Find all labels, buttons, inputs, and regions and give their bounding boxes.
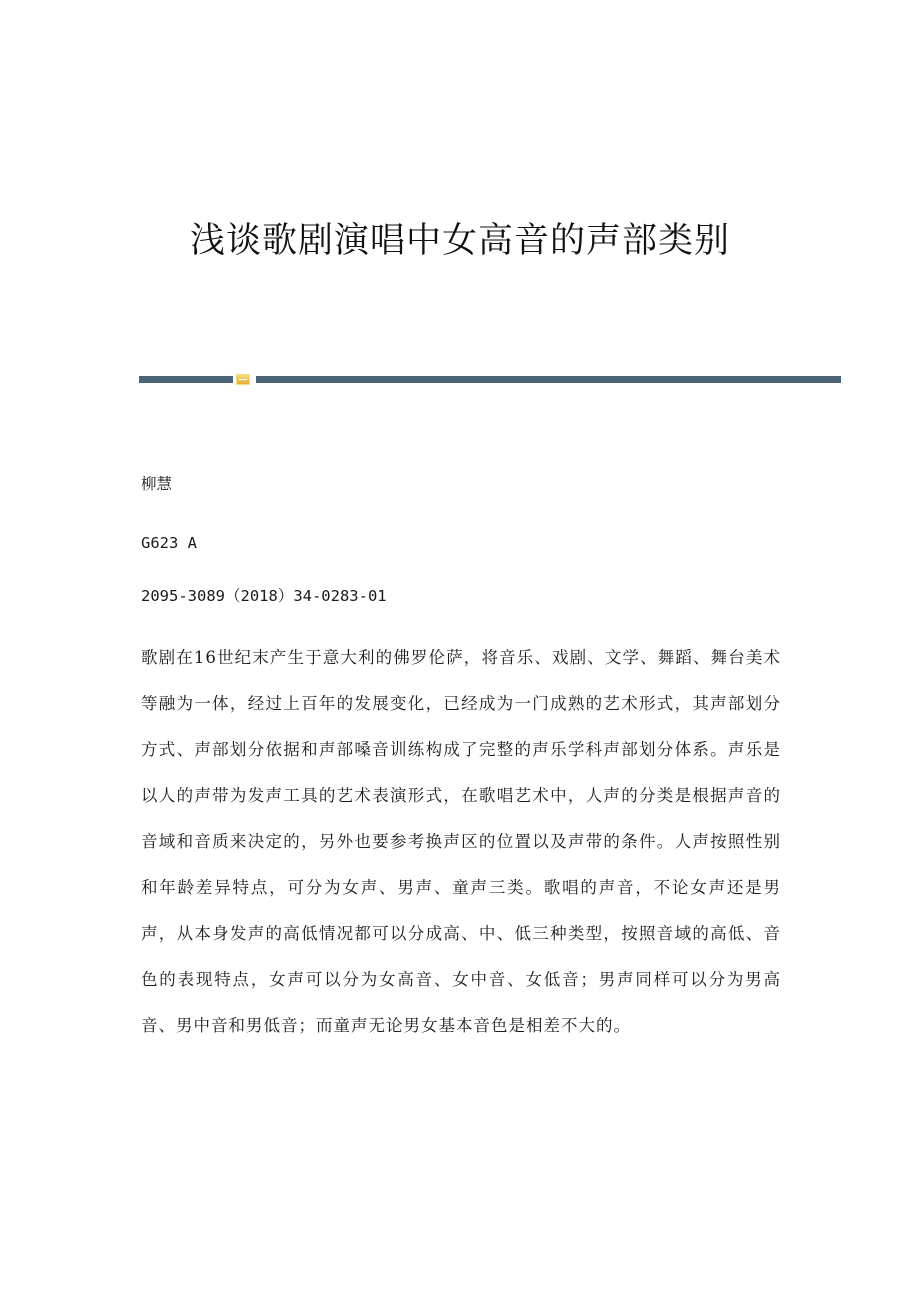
title-divider bbox=[139, 373, 841, 385]
issn-issue: 2095-3089（2018）34-0283-01 bbox=[141, 587, 387, 605]
author-name: 柳慧 bbox=[141, 475, 173, 493]
divider-bar-left bbox=[139, 376, 233, 383]
document-title: 浅谈歌剧演唱中女高音的声部类别 bbox=[189, 221, 730, 261]
classification-code: G623 A bbox=[141, 534, 197, 552]
marker-icon bbox=[236, 374, 250, 385]
body-paragraph: 歌剧在16世纪末产生于意大利的佛罗伦萨，将音乐、戏剧、文学、舞蹈、舞台美术等融为一体，经过上百年的发展变化，已经成为一门成熟的艺术形式，其声部划分方式、声部划分依据和声部嗓音训练构成了完整的声乐学科声部划分体系。声乐是以人的声带为发声工具的艺术表演形式，在歌唱艺术中，人声的分类是根据声音的音域和音质来决定的，另外也要参考换声区的位置以及声带的条件。人声按照性别和年龄差异特点，可分为女声、男声、童声三类。歌唱的声音，不论女声还是男声，从本身发声的高低情况都可以分成高、中、低三种类型，按照音域的高低、音色的表现特点，女声可以分为女高音、女中音、女低音；男声同样可以分为男高音、男中音和男低音；而童声无论男女基本音色是相差不大的。 bbox=[141, 648, 781, 1035]
divider-bar-right bbox=[256, 376, 841, 383]
